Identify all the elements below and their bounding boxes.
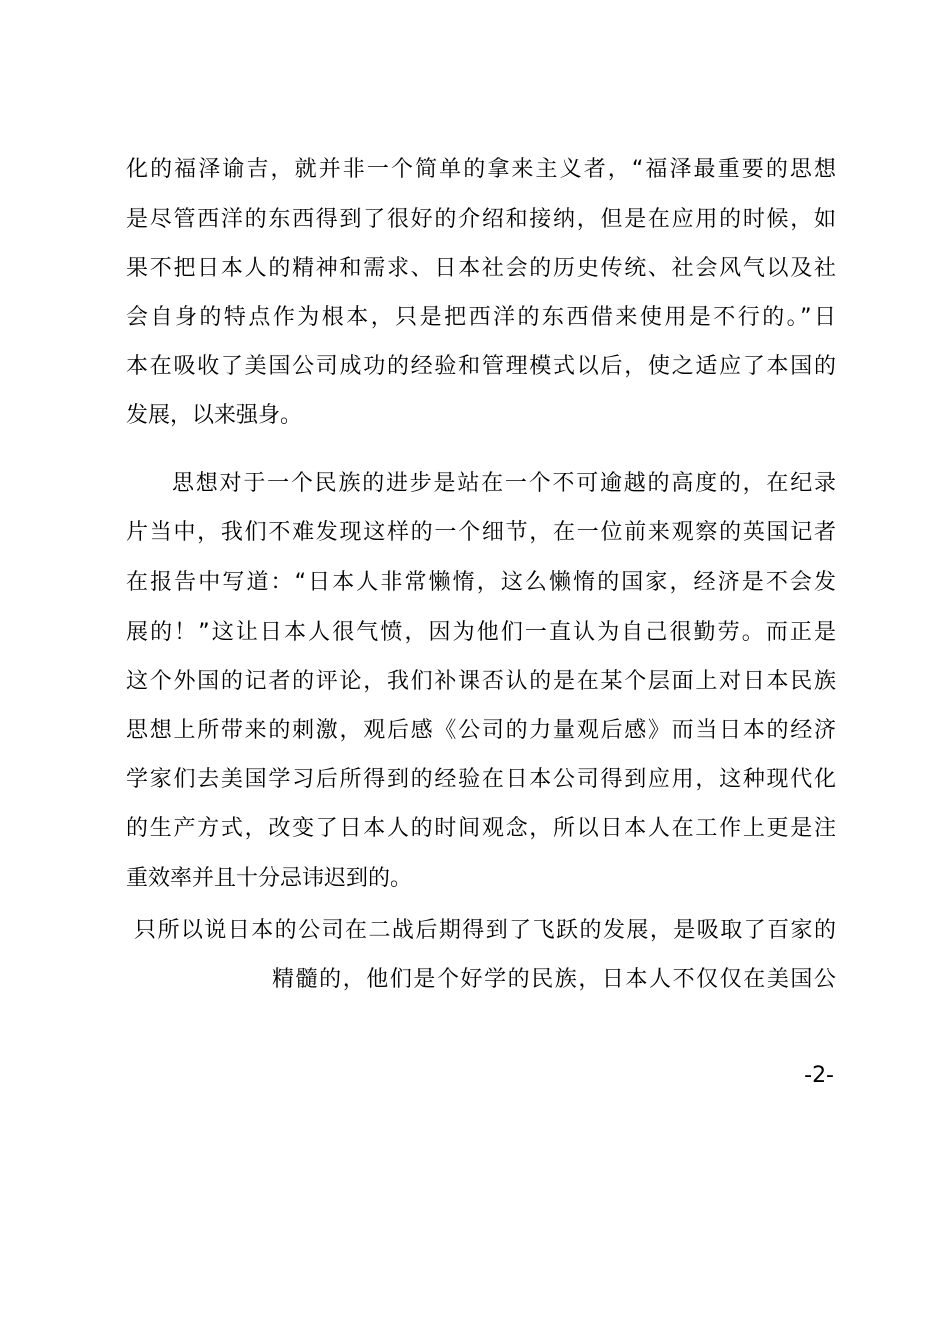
paragraph-line: 这个外国的记者的评论，我们补课否认的是在某个层面上对日本民族 [126,669,836,694]
paragraph-line: 化的福泽谕吉，就并非一个简单的拿来主义者，“福泽最重要的思想 [126,157,836,182]
paragraph-line: 片当中，我们不难发现这样的一个细节，在一位前来观察的英国记者 [126,520,836,545]
paragraph-line: 只所以说日本的公司在二战后期得到了飞跃的发展，是吸取了百家的 [134,918,836,943]
paragraph-line: 思想对于一个民族的进步是站在一个不可逾越的高度的，在纪录 [172,471,836,496]
paragraph-line: 发展，以来强身。 [126,403,303,428]
paragraph-line: 是尽管西洋的东西得到了很好的介绍和接纳，但是在应用的时候，如 [126,207,836,232]
paragraph-line: 果不把日本人的精神和需求、日本社会的历史传统、社会风气以及社 [126,256,836,281]
paragraph-line: 重效率并且十分忌讳迟到的。 [126,866,413,891]
paragraph-line: 学家们去美国学习后所得到的经验在日本公司得到应用，这种现代化 [126,767,836,792]
paragraph-line: 的生产方式，改变了日本人的时间观念，所以日本人在工作上更是注 [126,816,836,841]
paragraph-line: 本在吸收了美国公司成功的经验和管理模式以后，使之适应了本国的 [126,354,836,379]
paragraph-line: 会自身的特点作为根本，只是把西洋的东西借来使用是不行的。”日 [126,305,836,330]
paragraph-line: 在报告中写道：“日本人非常懒惰，这么懒惰的国家，经济是不会发 [126,570,836,595]
paragraph-line: 思想上所带来的刺激，观后感《公司的力量观后感》而当日本的经济 [126,718,836,743]
page-number: -2- [804,1063,834,1088]
paragraph-line: 精髓的，他们是个好学的民族，日本人不仅仅在美国公 [272,967,836,992]
paragraph-line: 展的！”这让日本人很气愤，因为他们一直认为自己很勤劳。而正是 [126,620,836,645]
